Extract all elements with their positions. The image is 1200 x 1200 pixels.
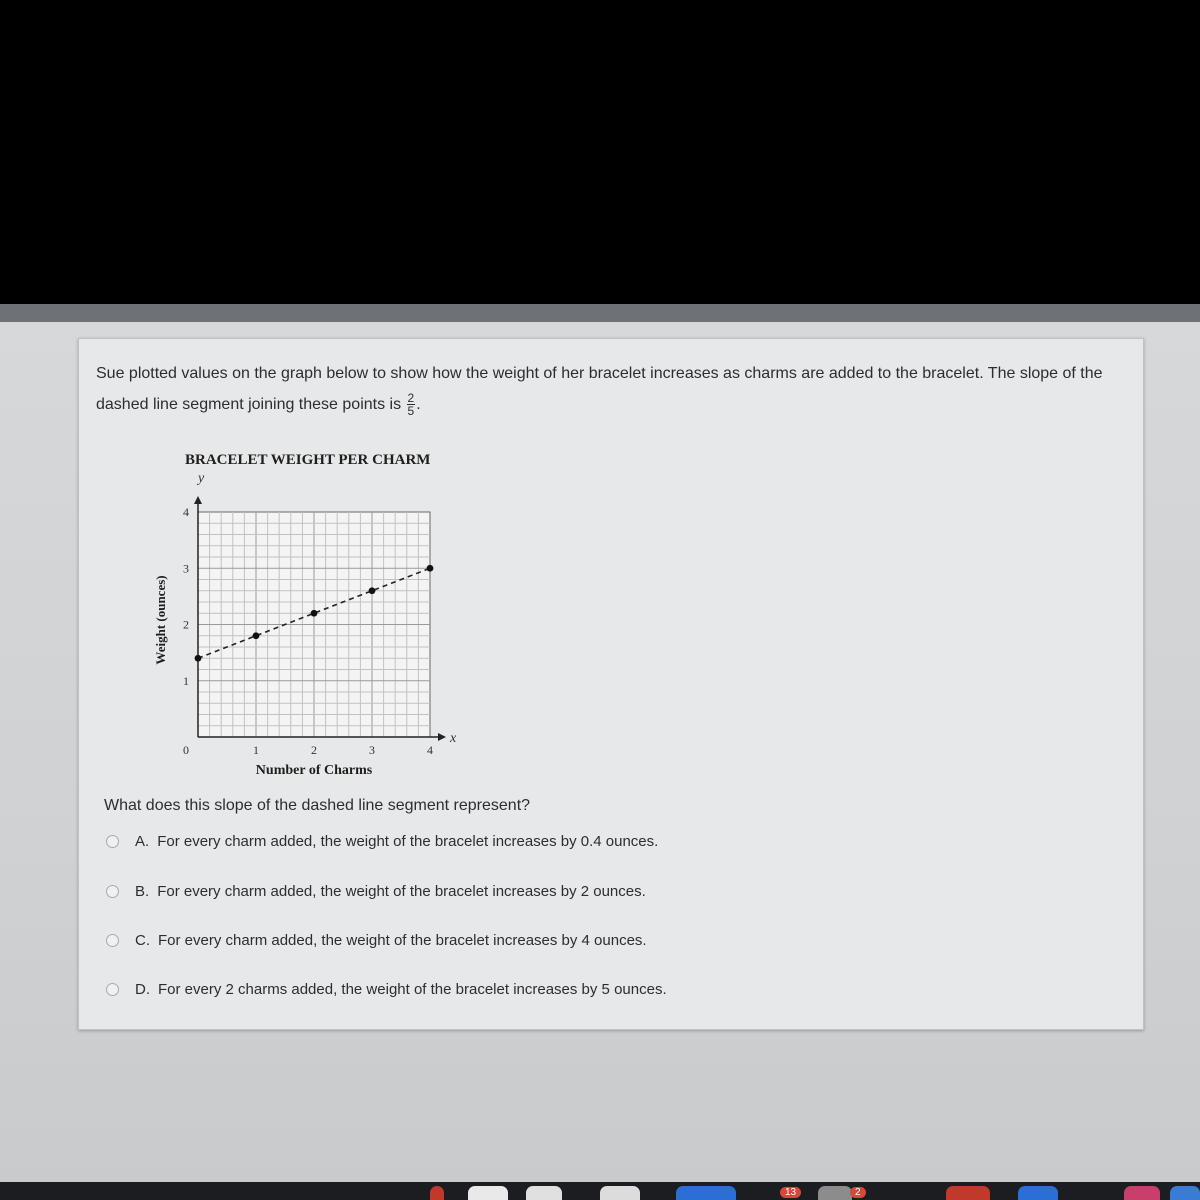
option-d[interactable] [106,978,667,1000]
option-d-letter: D. [135,980,150,998]
option-a-letter: A. [135,832,150,850]
data-point [195,655,202,662]
data-point [253,632,260,639]
app-icon[interactable] [430,1186,444,1200]
app-icon[interactable] [1170,1186,1200,1200]
intro-period: . [416,396,421,413]
slope-fraction [407,392,416,417]
y-tick-label: 1 [183,673,189,688]
data-point [369,587,376,594]
app-icon[interactable] [600,1186,640,1200]
option-a[interactable] [106,830,658,852]
app-icon[interactable] [1124,1186,1160,1200]
option-b-radio[interactable] [106,885,119,898]
y-axis-label: Weight (ounces) [153,575,168,665]
app-icon[interactable] [526,1186,562,1200]
option-b[interactable] [106,880,646,902]
x-tick-label: 2 [311,743,317,757]
option-b-letter: B. [135,882,150,900]
x-axis-letter: x [450,731,457,746]
slope-numerator: 2 [407,391,415,406]
x-axis-label: Number of Charms [255,763,373,778]
browser-toolbar [0,304,1200,322]
data-point [311,610,318,617]
x-axis-arrow [438,733,446,741]
app-icon[interactable] [676,1186,736,1200]
data-point [427,565,434,572]
x-tick-label: 0 [183,743,189,757]
y-tick-label: 2 [183,617,189,632]
notification-badge: 13 [780,1187,801,1198]
chart-grid [198,512,430,737]
option-d-radio[interactable] [106,983,119,996]
app-icon[interactable] [818,1186,852,1200]
option-c[interactable] [106,929,647,951]
x-tick-label: 4 [427,743,433,757]
option-c-radio[interactable] [106,934,119,947]
chart-svg [140,442,480,792]
y-axis-letter: y [198,471,205,486]
x-tick-label: 1 [253,743,259,757]
app-icon[interactable] [946,1186,990,1200]
y-axis-arrow [194,496,202,504]
slope-denominator: 5 [407,404,415,419]
question-prompt: What does this slope of the dashed line segment represent? [104,797,531,814]
option-a-radio[interactable] [106,835,119,848]
y-tick-label: 4 [183,505,189,519]
notification-badge: 2 [850,1187,866,1198]
app-icon[interactable] [468,1186,508,1200]
option-c-text: For every charm added, the weight of the bracelet increases by 4 ounces. [158,931,647,949]
intro-text: Sue plotted values on the graph below to show how the weight of her bracelet increases as charms are added to the bracelet. The slope of the dashed line segment joining these points is [96,365,1103,413]
y-tick-label: 3 [183,561,189,576]
chart-title: BRACELET WEIGHT PER CHARM [185,452,431,468]
option-b-text: For every charm added, the weight of the bracelet increases by 2 ounces. [157,882,646,900]
x-tick-label: 3 [369,743,375,757]
option-c-letter: C. [135,931,150,949]
bracelet-weight-chart [140,442,480,792]
question-intro [96,358,1156,420]
option-a-text: For every charm added, the weight of the bracelet increases by 0.4 ounces. [157,832,659,850]
option-d-text: For every 2 charms added, the weight of the bracelet increases by 5 ounces. [158,980,667,998]
app-icon[interactable] [1018,1186,1058,1200]
